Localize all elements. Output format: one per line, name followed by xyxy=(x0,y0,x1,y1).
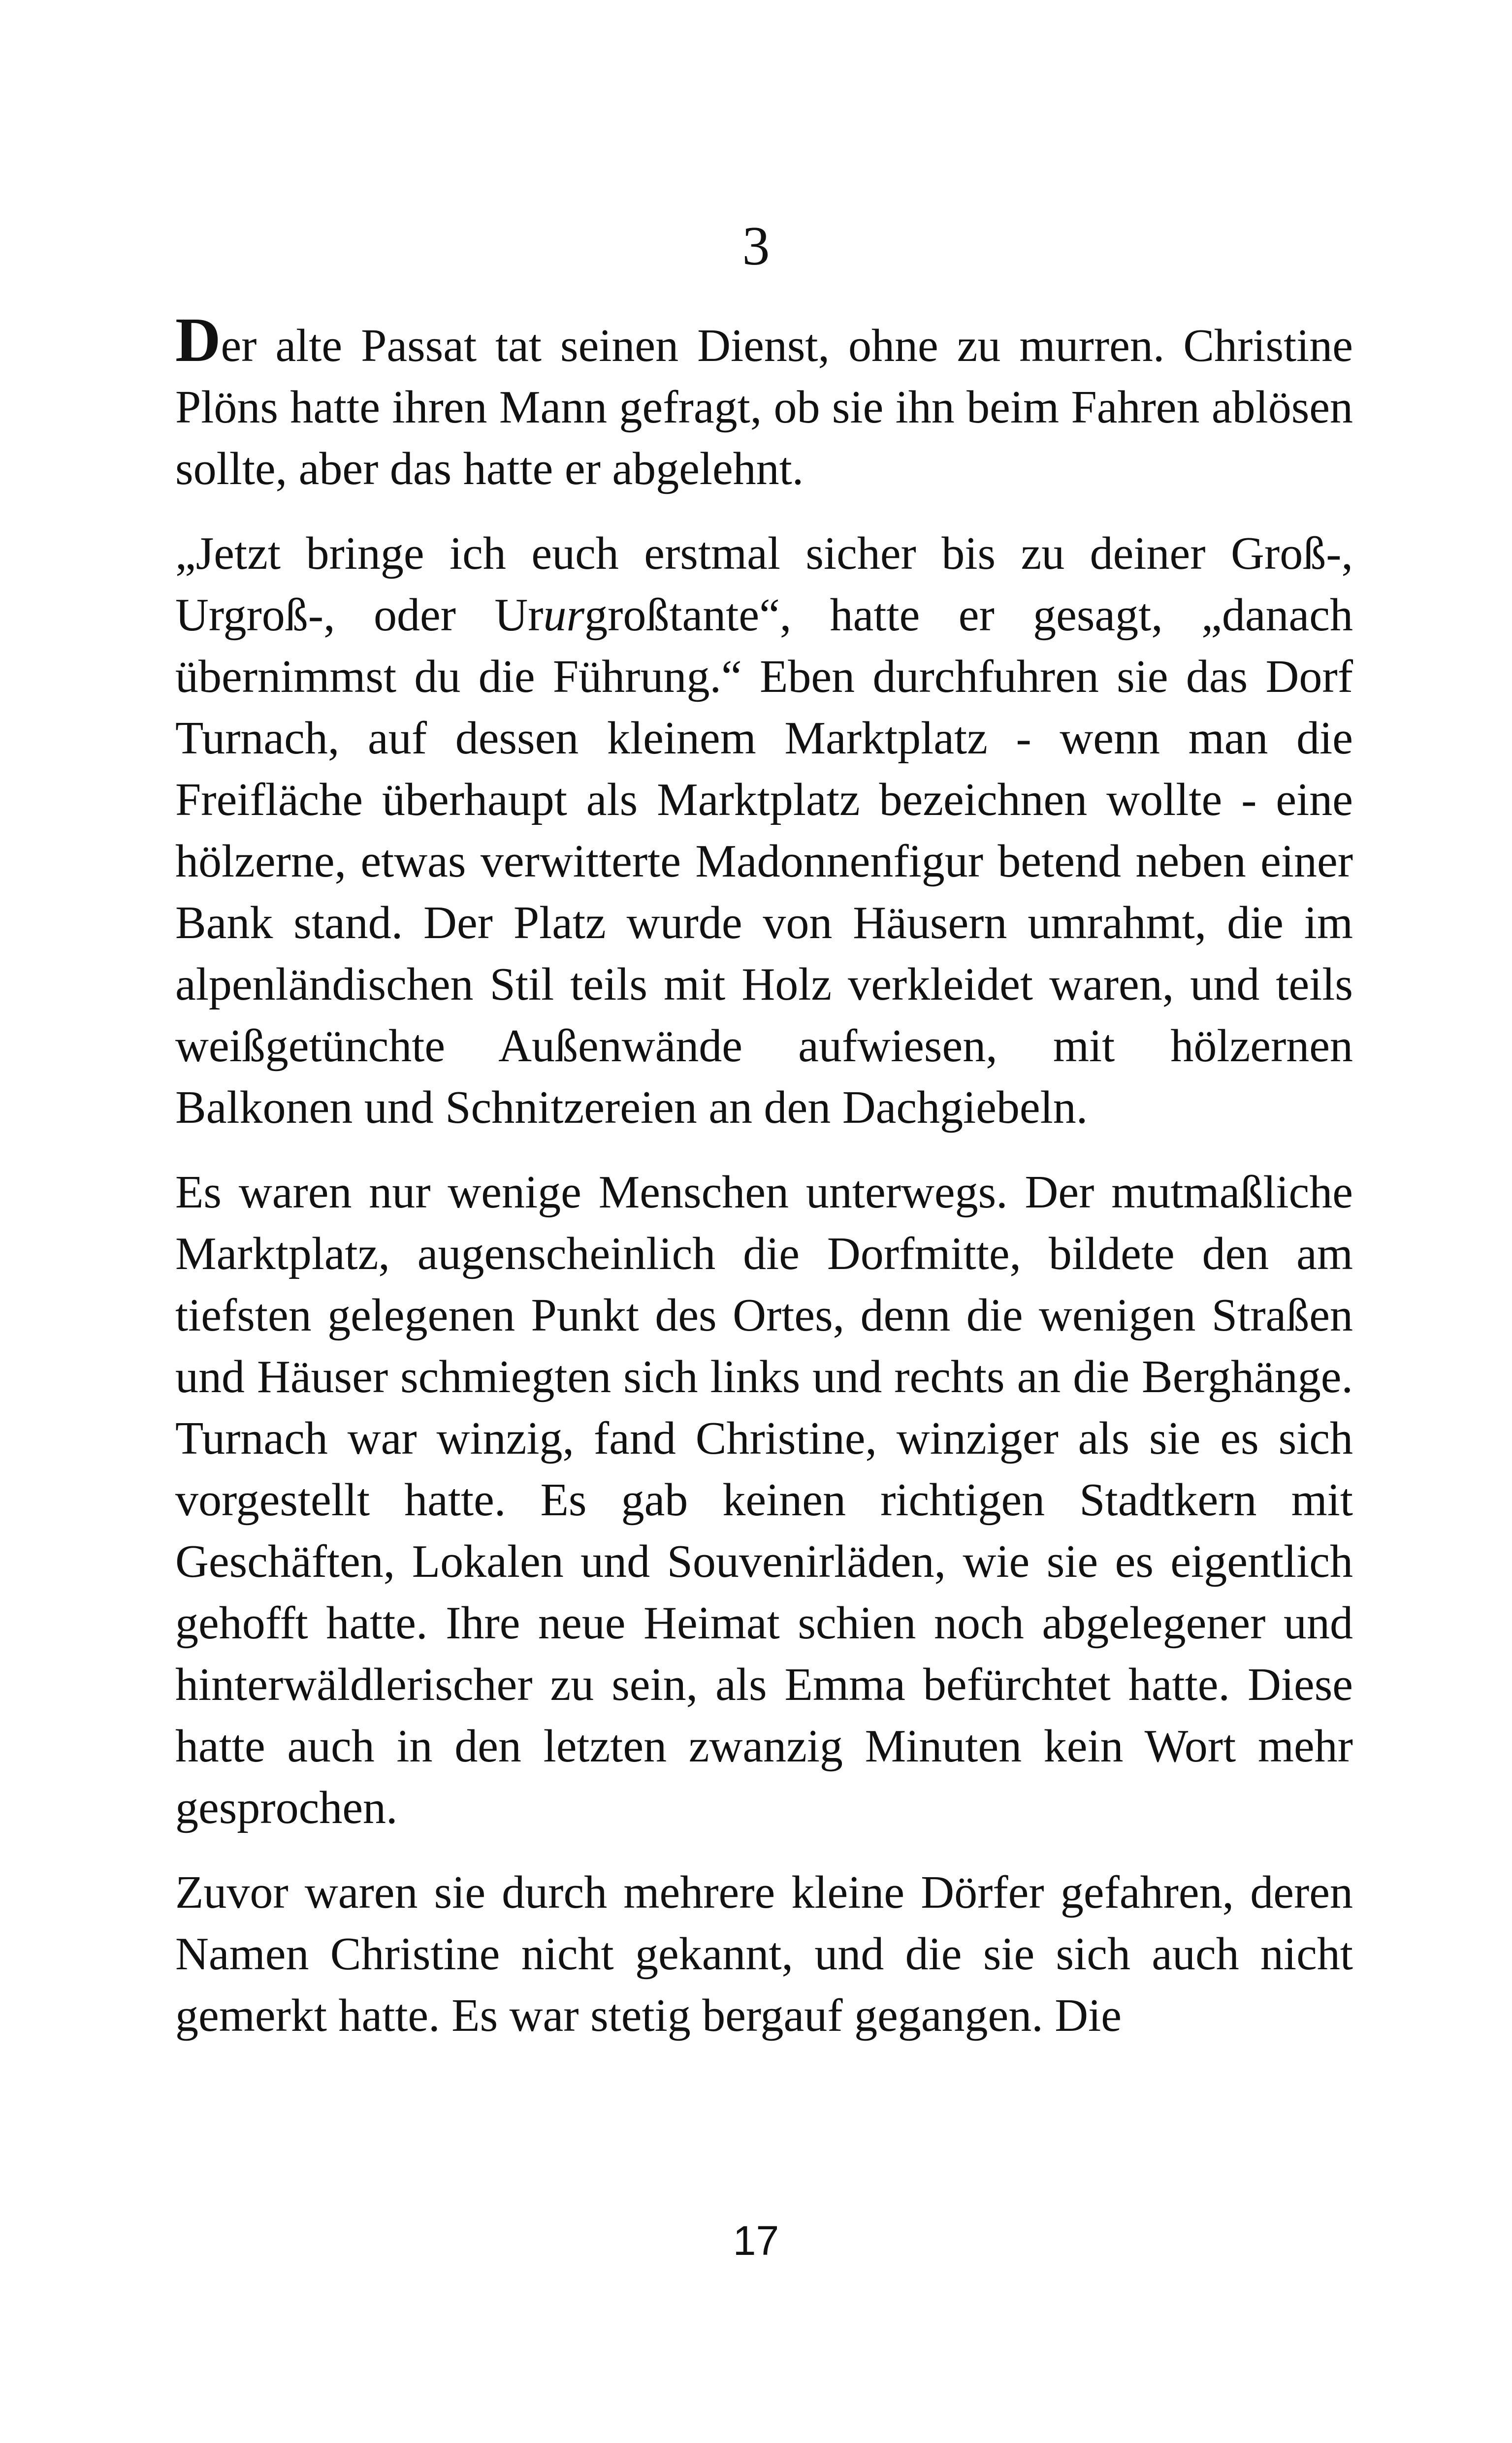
paragraph-3: Es waren nur wenige Menschen unterwegs. Der mutmaßliche Marktplatz, augenscheinlich die Dorfmitte, bildete den am tiefsten gelegenen Punkt des Ortes, denn die wenigen Straßen und Häuser schmiegten sich links und rechts an die Berghänge. Turnach war winzig, fand Christine, winziger als sie es sich vorgestellt hatte. Es gab keinen richtigen Stadtkern mit Geschäften, Lokalen und Souvenirläden, wie sie es eigentlich gehofft hatte. Ihre neue Heimat schien noch abgelegener und hinterwäldlerischer zu sein, als Emma befürchtet hatte. Diese hatte auch in den letzten zwanzig Minuten kein Wort mehr gesprochen. xyxy=(175,1167,1353,1833)
paragraph-2-text-end: großtante“, hatte er gesagt, „danach übernimmst du die Führung.“ Eben durchfuhren sie das Dorf Turnach, auf dessen kleinem Marktplatz - wenn man die Freifläche überhaupt als Marktplatz bezeichnen wollte - eine hölzerne, etwas verwitterte Madonnenfigur betend neben einer Bank stand. Der Platz wurde von Häusern umrahmt, die im alpenländischen Stil teils mit Holz verkleidet waren, und teils weißgetünchte Außenwände aufwiesen, mit hölzernen Balkonen und Schnitzereien an den Dachgiebeln. xyxy=(175,589,1353,1133)
paragraph-1-text: er alte Passat tat seinen Dienst, ohne zu murren. Christine Plöns hatte ihren Mann gefragt, ob sie ihn beim Fahren ablösen sollte, aber das hatte er abgelehnt. xyxy=(175,320,1353,494)
page-number: 17 xyxy=(733,2217,779,2264)
drop-cap: D xyxy=(175,305,221,375)
body-text xyxy=(175,305,1353,2047)
paragraph-1 xyxy=(175,305,1353,500)
paragraph-4: Zuvor waren sie durch mehrere kleine Dörfer gefahren, deren Namen Christine nicht gekannt, und die sie sich auch nicht gemerkt hatte. Es war stetig bergauf gegangen. Die xyxy=(175,1867,1353,2041)
paragraph-2 xyxy=(175,523,1353,1139)
paragraph-2-italic-emphasis: ur xyxy=(543,589,585,641)
chapter-number: 3 xyxy=(742,216,770,277)
paragraph-2-text-start: „Jetzt bringe ich euch erstmal sicher bis zu deiner Groß-, Urgroß-, oder Ur xyxy=(175,528,1353,641)
